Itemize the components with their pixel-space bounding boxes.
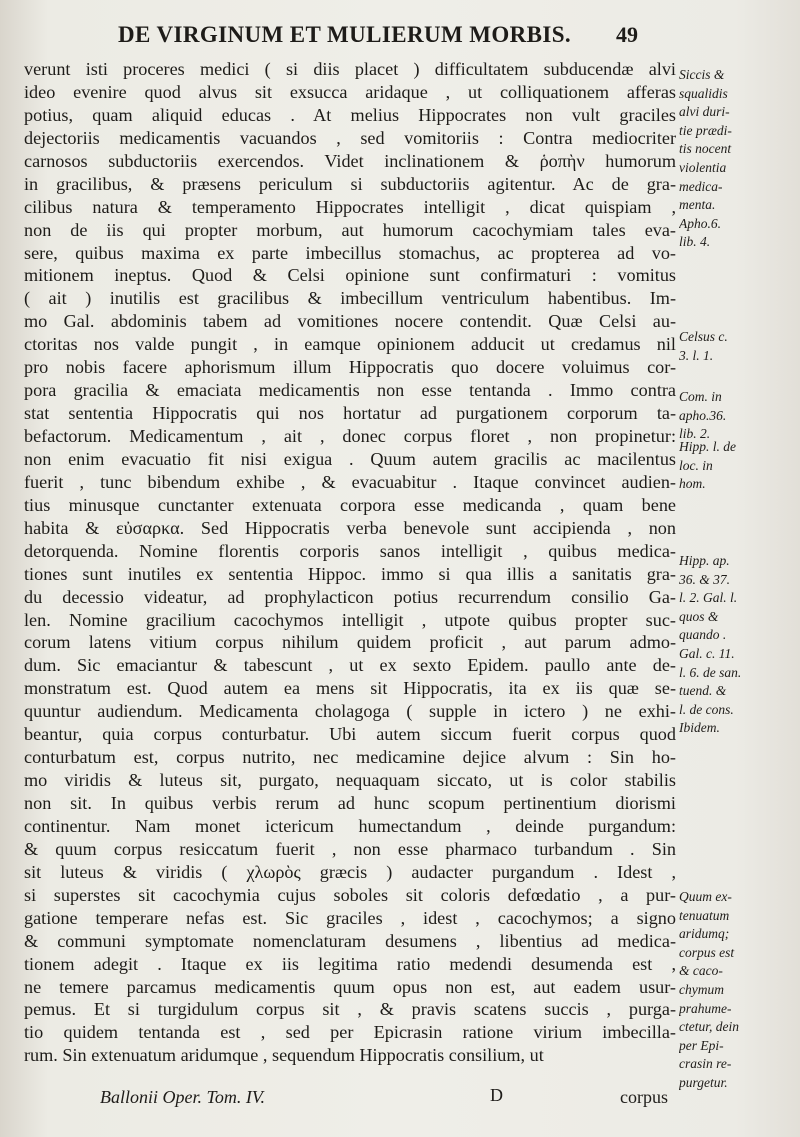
margin-note-hipp-loc <box>679 438 797 494</box>
margin-note-line: & caco- <box>679 963 723 979</box>
margin-note-line: tenuatum <box>679 907 730 923</box>
text-line: non sit. In quibus verbis rerum ad hunc scopum pertinentium diorismi <box>24 793 676 813</box>
margin-note-line: violentia <box>679 159 727 175</box>
text-line: non de iis qui propter morbum, aut humorum cacochymiam tales eva- <box>24 219 676 240</box>
margin-note-line: lib. 2. <box>679 426 711 442</box>
text-line: dum. Sic emaciantur & tabescunt , ut ex sexto Epidem. paullo ante de- <box>24 655 676 676</box>
text-line: verunt isti proceres medici ( si diis placet ) difficultatem subducendæ alvi <box>24 59 676 79</box>
margin-note-line: chymum <box>679 981 724 997</box>
margin-note-line: Celsus c. <box>679 329 728 344</box>
page-footer <box>24 1083 676 1113</box>
margin-note-celsus <box>679 328 797 365</box>
margin-note-line: Com. in <box>679 389 722 404</box>
margin-note-line: Ibidem. <box>679 720 720 736</box>
text-line: ideo evenire quod alvus sit exsucca aridaque , ut colliquationem afferas <box>24 81 676 102</box>
text-line: beantur, quia corpus conturbatur. Ubi autem siccum fuerit corpus quod <box>24 724 676 745</box>
margin-note-line: hom. <box>679 476 706 492</box>
text-line: & quum corpus resiccatum fuerit , non esse pharmaco turbandum . Sin <box>24 838 676 859</box>
text-line: ctoritas nos valde pungit , in eamque opinionem adducit ut credamus nil <box>24 334 676 355</box>
running-head <box>118 22 678 54</box>
margin-note-line: tuend. & <box>679 683 727 699</box>
text-line: rum. Sin extenuatum aridumque , sequendum Hippocratis consilium, ut <box>24 1045 544 1066</box>
margin-note-line: Quum ex- <box>679 889 732 904</box>
margin-note-line: l. 2. Gal. l. <box>679 590 738 606</box>
text-line: sere, quibus maxima ex parte imbecillus stomachus, ac propterea ad vo- <box>24 242 676 263</box>
margin-note-line: Siccis & <box>679 67 725 82</box>
text-line: & communi symptomate nomenclaturam desumens , libentius ad medica- <box>24 930 676 951</box>
margin-note-line: 3. l. 1. <box>679 347 714 363</box>
text-line: pemus. Et si turgidulum corpus sit , & pravis scatens succis , purga- <box>24 999 676 1020</box>
margin-note-line: medica- <box>679 178 723 194</box>
text-line: continentur. Nam monet ictericum humectandum , deinde purgandum: <box>24 815 676 836</box>
margin-note-quum <box>679 888 797 1093</box>
margin-note-line: crasin re- <box>679 1056 732 1072</box>
catchword: corpus <box>620 1087 668 1107</box>
text-line: tiones sunt inutiles ex sententia Hippoc. immo si qua illis a sanitatis gra- <box>24 563 676 584</box>
margin-note-line: l. de cons. <box>679 701 734 717</box>
page-number: 49 <box>616 22 638 47</box>
margin-note-line: Gal. c. 11. <box>679 645 735 661</box>
text-line: conturbatum est, corpus nutrito, nec medicamine dejice alvum : Sin ho- <box>24 747 676 768</box>
margin-note-line: purgetur. <box>679 1074 728 1090</box>
margin-note-line: 36. & 37. <box>679 571 731 587</box>
signature-mark: D <box>490 1085 503 1105</box>
text-line: du decessio videatur, ad prophylacticon potius recurrendum consilio Ga- <box>24 586 676 607</box>
margin-note-com <box>679 388 797 444</box>
text-line: len. Nomine gracilium cacochymos intelligit , utpote quibus propter suc- <box>24 609 676 630</box>
text-line: ( ait ) inutilis est gracilibus & imbecillum ventriculum habentibus. Im- <box>24 288 676 309</box>
text-line: cilibus natura & temperamento Hippocrates intelligit , dicat quispiam , <box>24 196 676 217</box>
text-line: in gracilibus, & præsens periculum si subductoriis agitentur. Ac de gra- <box>24 173 676 194</box>
text-line: detorquenda. Nomine florentis corporis sanos intelligit , quibus medica- <box>24 540 676 561</box>
margin-note-line: quando . <box>679 627 727 643</box>
margin-note-line: loc. in <box>679 457 713 473</box>
margin-note-line: l. 6. de san. <box>679 664 742 680</box>
margin-note-line: ctetur, dein <box>679 1019 739 1035</box>
text-line: fuerit , tunc bibendum exhibe , & evacuabitur . Itaque convincet audien- <box>24 471 676 492</box>
text-line: mo Gal. abdominis tabem ad vomitiones nocere contendit. Quæ Celsi au- <box>24 311 676 332</box>
margin-note-line: alvi duri- <box>679 104 730 120</box>
text-line: befactorum. Medicamentum , ait , donec corpus floret , non propinetur: <box>24 426 676 446</box>
margin-note-line: Hipp. l. de <box>679 439 736 454</box>
margin-note-line: per Epi- <box>679 1037 724 1053</box>
text-line: mo viridis & luteus sit, purgato, nequaquam siccato, ut is color stabilis <box>24 770 676 791</box>
text-line: potius, quam aliquid educas . At melius Hippocrates non vult graciles <box>24 104 676 125</box>
text-line: habita & εὐσαρκα. Sed Hippocratis verba benevole sunt accipienda , non <box>24 517 676 538</box>
margin-note-line: prahume- <box>679 1000 732 1016</box>
margin-note-line: lib. 4. <box>679 234 711 250</box>
footer-running-title: Ballonii Oper. Tom. IV. <box>100 1087 266 1107</box>
page-header-title: DE VIRGINUM ET MULIERUM MORBIS. <box>118 22 572 47</box>
margin-note-line: tis nocent <box>679 141 732 157</box>
text-line: dejectoriis medicamentis vacuandos , sed vomitoriis : Contra mediocriter <box>24 127 676 148</box>
margin-notes <box>679 0 800 1137</box>
text-line: quuntur audiendum. Medicamenta cholagoga ( supple in ictero ) ne exhi- <box>24 701 676 722</box>
text-line: ne temere parcamus medicamentis quum opus non est, aut eadem usur- <box>24 976 676 997</box>
text-line: mitionem ineptus. Quod & Celsi opinione sunt confirmaturi : vomitus <box>24 265 676 286</box>
text-line: sit luteus & viridis ( χλωρὸς græcis ) audacter purgandum . Idest , <box>24 861 676 882</box>
text-line: pora gracilia & emaciata medicamentis non esse tentanda . Immo contra <box>24 380 676 401</box>
margin-note-line: menta. <box>679 197 716 213</box>
text-line: pro nobis facere aphorismum illum Hippocratis quo docere voluimus cor- <box>24 357 676 378</box>
margin-note-line: Hipp. ap. <box>679 553 730 568</box>
margin-note-line: corpus est <box>679 944 735 960</box>
text-line: tius minusque cunctanter extenuata corpora esse medicanda , quam bene <box>24 494 676 515</box>
text-line: non enim evacuatio fit nisi exigua . Quum autem gracilis ac macilentus <box>24 448 676 469</box>
margin-note-line: apho.36. <box>679 407 727 423</box>
text-line: monstratum est. Quod autem ea mens sit Hippocratis, ita ex iis quæ se- <box>24 678 676 699</box>
margin-note-line: quos & <box>679 608 719 624</box>
text-line: si superstes sit cacochymia cujus soboles sit coloris defœdatio , a pur- <box>24 884 676 905</box>
margin-note-line: tie prædi- <box>679 122 732 138</box>
margin-note-line: aridumq; <box>679 926 730 942</box>
body-text <box>24 58 676 1067</box>
margin-note-line: Apho.6. <box>679 215 721 231</box>
text-line: tio quidem tentanda est , sed per Epicrasin ratione virium imbecilla- <box>24 1022 676 1043</box>
margin-note-hipp-ap <box>679 552 797 738</box>
text-line: carnosos subductoriis exercendos. Videt inclinationem & ῥοπὴν humorum <box>24 150 676 171</box>
margin-note-line: squalidis <box>679 85 728 101</box>
text-line: gatione temperare nefas est. Sic graciles , idest , cacochymos; a signo <box>24 907 676 928</box>
text-line: tionem adegit . Itaque ex iis legitima ratio medendi desumenda est , <box>24 953 676 974</box>
margin-note-siccis <box>679 66 797 252</box>
text-line: corum latens vitium corpus nihilum quidem proficit , aut parum admo- <box>24 632 676 653</box>
text-line: stat sententia Hippocratis qui nos hortatur ad purgationem corporum ta- <box>24 403 676 424</box>
